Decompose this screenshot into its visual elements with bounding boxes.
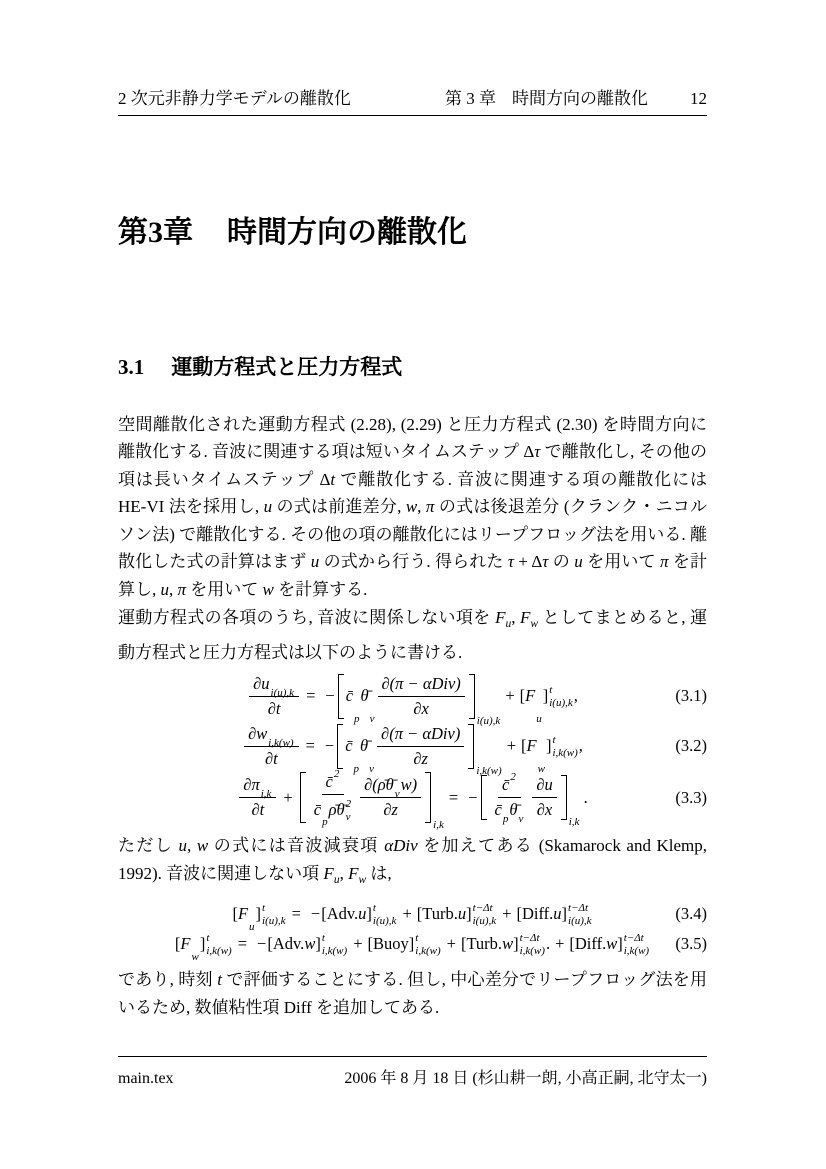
header-chapter-label: 第 3 章 xyxy=(445,89,496,108)
equation-3-5-math: [ F w ] t i,k(w) = − [ Adv. w ] t i,k(w) + [ Buoy ] t i,k(w) + [ Turb. w ] t−Δt i,k(w) . + [ Diff. w ] t−Δt i,k(w) xyxy=(174,932,650,963)
section-number: 3.1 xyxy=(118,354,145,379)
equation-3-2-math: ∂w i,k(w) ∂t = − c̄ p θ̄ v $\frac{\text{∂(π − αDiv)}}{\partial z}$ i,k(w) + [ F w ] t i,k(w) , xyxy=(242,723,583,770)
paragraph-fu-fw: 運動方程式の各項のうち, 音波に関係しない項を $F_u$, $F_w$ としてまとめると, 運動方程式と圧力方程式は以下のように書ける. xyxy=(118,608,708,662)
chapter-title: 時間方向の離散化 xyxy=(227,216,467,249)
equation-3-1-math: ∂u i(u),k ∂t = − c̄ p θ̄ v $\frac{\text{∂(π − αDiv)}}{\partial x}$ i(u),k + [ F u ] t i(u),k , xyxy=(247,673,578,720)
equation-block-forcing xyxy=(118,899,707,963)
equation-3-3 xyxy=(118,768,707,832)
equation-3-1-number: (3.1) xyxy=(675,686,707,705)
equation-block-momentum-pressure xyxy=(118,671,707,832)
page-header xyxy=(118,84,707,116)
header-page-number: 12 xyxy=(690,89,707,108)
header-left-title: 2 次元非静力学モデルの離散化 xyxy=(118,89,351,108)
equation-3-1 xyxy=(118,671,707,727)
paragraph-closing: であり, 時刻 t で評価することにする. 但し, 中心差分でリープフロッグ法を用いるため, 数値粘性項 Diff を追加してある. xyxy=(118,970,708,1017)
equation-3-2-number: (3.2) xyxy=(675,736,707,755)
equation-3-4-number: (3.4) xyxy=(675,904,707,924)
page-content xyxy=(118,0,707,1021)
equation-3-3-math: ∂π i,k ∂t + c̄ 2 c̄ p ρ̄ θ̄ 2 v ∂(ρ̄θ̄ v w) ∂z i,k = − c̄ 2 c̄ p θ̄ v $\frac{\partial u}{\partial x}$ i,k . xyxy=(237,771,587,824)
header-right xyxy=(445,84,707,109)
paragraph-intro: 空間離散化された運動方程式 (2.28), (2.29) と圧力方程式 (2.30) を時間方向に離散化する. 音波に関連する項は短いタイムステップ Δτ で離散化し, その他の項は長いタイムステップ Δt で離散化する. 音波に関連する項の離散化には HE-VI 法を採用し, u の式は前進差分, w, π の式は後退差分 (クランク・ニコルソン法) で離散化する. その他の項の離散化にはリープフロッグ法を用いる. 離散化した式の計算はまず u の式から行う. 得られた τ + Δτ の u を用いて π を計算し, u, π を用いて w を計算する. xyxy=(118,414,708,599)
chapter-number: 第3章 xyxy=(118,216,193,249)
equation-3-4-math: [ F u ] t i(u),k = − [ Adv. u ] t i(u),k + [ Turb. u ] t−Δt i(u),k + [ Diff. u ] t−Δt i(u),k xyxy=(232,902,592,933)
section-title: 運動方程式と圧力方程式 xyxy=(171,354,403,379)
footer-date-authors: 2006 年 8 月 18 日 (杉山耕一朗, 小高正嗣, 北守太一) xyxy=(344,1070,707,1087)
equation-3-3-number: (3.3) xyxy=(675,787,707,807)
header-chapter-title: 時間方向の離散化 xyxy=(512,89,648,108)
paragraph-damping: ただし u, w の式には音波減衰項 αDiv を加えてある (Skamarock and Klemp, 1992). 音波に関連しない項 $F_u$, $F_w$ は, xyxy=(118,836,708,886)
footer-filename: main.tex xyxy=(118,1070,174,1087)
equation-3-5 xyxy=(118,929,707,963)
equation-3-4 xyxy=(118,899,707,933)
chapter-heading xyxy=(118,216,707,251)
equation-3-2 xyxy=(118,721,707,777)
page-footer xyxy=(118,1056,707,1088)
equation-3-5-number: (3.5) xyxy=(675,934,707,954)
section-heading xyxy=(118,351,707,381)
